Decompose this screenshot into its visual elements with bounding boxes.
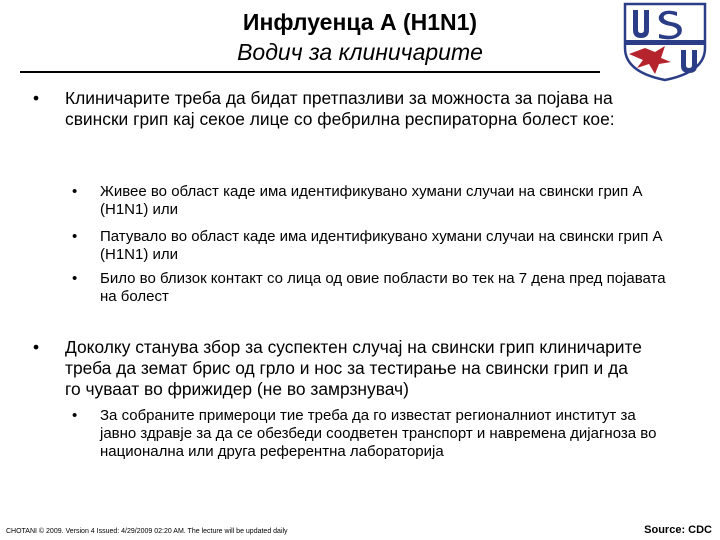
usu-shield-logo-icon [615, 2, 715, 82]
sub-bullet-dot: • [72, 407, 78, 424]
slide-title: Инфлуенца А (H1N1) [242, 9, 478, 35]
sub-bullet-dot: • [72, 183, 78, 200]
footer-source: Source: CDC [644, 524, 712, 536]
bullet-text: Клиничарите треба да бидат претпазливи за можноста за појава на свински грип кај секое лице со фебрилна респираторна болест кое: [65, 88, 615, 129]
slide-subtitle: Водич за клиничарите [237, 39, 483, 65]
bullet-2 [33, 337, 643, 400]
sub-bullet-text: Било во близок контакт со лица од овие побласти во тек на 7 дена пред појавата на болест [100, 270, 666, 305]
sub-bullet-dot: • [72, 270, 78, 287]
sub-bullet-text: За собраните примероци тие треба да го известат регионалниот институт за јавно здравје за да се обезбеди соодветен транспорт и навремена дијагноза во национална или друга референтна лабораторија [100, 407, 657, 460]
sub-bullet-1-3 [72, 270, 672, 306]
sub-bullet-text: Живее во област каде има идентификувано хумани случаи на свински грип А (H1N1) или [100, 183, 643, 218]
footer-copyright: CHOTANI © 2009. Version 4 Issued: 4/29/2009 02:20 AM. The lecture will be updated daily [6, 528, 288, 535]
bullet-text: Доколку станува збор за суспектен случај на свински грип клиничарите треба да земат брис од грло и нос за тестирање на свински грип и да го чуваат во фрижидер (не во замрзнувач) [65, 337, 642, 399]
sub-bullet-1-2 [72, 228, 672, 264]
title-divider [20, 71, 600, 73]
sub-bullet-1-1 [72, 183, 672, 219]
sub-bullet-text: Патувало во област каде има идентификувано хумани случаи на свински грип А (H1N1) или [100, 228, 663, 263]
bullet-1 [33, 88, 643, 130]
bullet-dot: • [33, 337, 40, 357]
bullet-dot: • [33, 88, 40, 108]
sub-bullet-2-1 [72, 407, 672, 461]
sub-bullet-dot: • [72, 228, 78, 245]
